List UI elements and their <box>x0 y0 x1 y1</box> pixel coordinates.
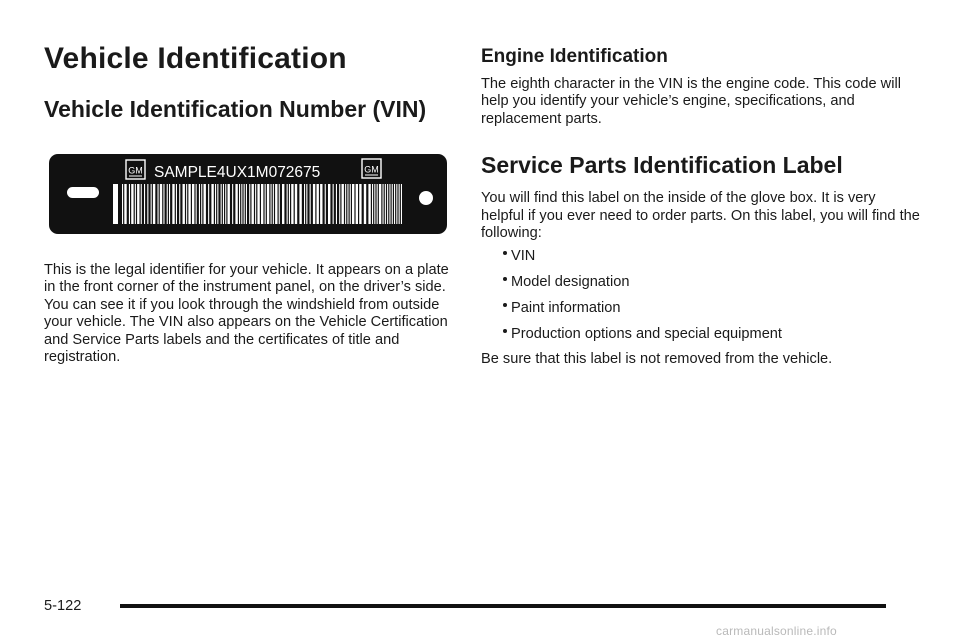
page-number: 5-122 <box>44 598 82 614</box>
vin-plate-slot <box>67 187 99 198</box>
barcode-bar <box>345 184 346 224</box>
barcode-bar <box>163 184 164 224</box>
barcode-bar <box>255 184 256 224</box>
closing-note: Be sure that this label is not removed from the vehicle. <box>481 351 833 368</box>
barcode-bar <box>273 184 274 224</box>
barcode-bar <box>225 184 226 224</box>
barcode-bar <box>137 184 139 224</box>
barcode-bar <box>124 184 126 224</box>
vin-plate-illustration <box>49 154 447 234</box>
right-column <box>481 44 921 369</box>
barcode-bar <box>147 184 148 224</box>
barcode-bar <box>374 184 375 224</box>
barcode-bar <box>186 184 187 224</box>
list-item-text: Production options and special equipment <box>511 326 782 343</box>
barcode-bar <box>223 184 224 224</box>
spil-bullet-list <box>481 248 921 343</box>
barcode-bar <box>172 184 174 224</box>
list-item <box>481 274 921 291</box>
barcode-bar <box>167 184 168 224</box>
barcode-bar <box>221 184 222 224</box>
barcode-bar <box>239 184 240 224</box>
watermark: carmanualsonline.info <box>716 624 837 638</box>
barcode-bar <box>306 184 307 224</box>
barcode-bar <box>399 184 400 224</box>
barcode-bar <box>151 184 152 224</box>
engine-description: The eighth character in the VIN is the engine code. This code will help you identify your vehicle’s engine, specifications, and replacement parts. <box>481 76 901 127</box>
barcode-bar <box>228 184 230 224</box>
barcode-bar <box>215 184 216 224</box>
barcode-bar <box>356 184 358 224</box>
barcode-bar <box>396 184 397 224</box>
barcode-bar <box>244 184 245 224</box>
barcode-bar <box>113 184 118 224</box>
bullet-icon <box>503 329 507 333</box>
barcode-bar <box>265 184 266 224</box>
barcode-bar <box>364 184 366 224</box>
barcode-bar <box>342 184 344 224</box>
barcode-bar <box>208 184 209 224</box>
barcode-bar <box>153 184 155 224</box>
barcode-bar <box>383 184 384 224</box>
list-item <box>481 326 921 343</box>
barcode-bar <box>287 184 288 224</box>
vin-number: SAMPLE4UX1M072675 <box>154 164 321 181</box>
barcode-bar <box>379 184 381 224</box>
barcode-bar <box>129 184 130 224</box>
barcode-bar <box>141 184 142 224</box>
barcode-bar <box>401 184 402 224</box>
gm-logo-left-text: GM <box>128 165 143 176</box>
barcode-bar <box>235 184 237 224</box>
barcode-bar <box>385 184 386 224</box>
barcode-bar <box>144 184 145 224</box>
spil-section-title: Service Parts Identification Label <box>481 152 843 179</box>
barcode-bar <box>317 184 319 224</box>
barcode-bar <box>372 184 373 224</box>
footer-rule <box>120 604 886 608</box>
barcode-bar <box>160 184 162 224</box>
barcode-bar <box>313 184 315 224</box>
barcode-bar <box>169 184 170 224</box>
barcode-bar <box>199 184 200 224</box>
barcode-bar <box>131 184 133 224</box>
barcode-bar <box>275 184 277 224</box>
gm-logo-right-text: GM <box>364 164 379 175</box>
barcode-bar <box>377 184 378 224</box>
barcode-bar <box>267 184 269 224</box>
barcode-bar <box>201 184 202 224</box>
barcode-bar <box>328 184 330 224</box>
barcode-bar <box>158 184 159 224</box>
list-item-text: Model designation <box>511 274 630 291</box>
barcode-bar <box>252 184 254 224</box>
barcode-bar <box>359 184 361 224</box>
vin-description: This is the legal identifier for your vehicle. It appears on a plate in the front corner of the instrument panel, on the driver’s side. You can see it if you look through the windshield from outside your vehicle. The VIN also appears on the Vehicle Certification and Service Parts labels and the certificates of title and registration. <box>44 262 449 366</box>
list-item <box>481 300 921 317</box>
barcode-bar <box>394 184 395 224</box>
barcode-bar <box>304 184 305 224</box>
barcode-bar <box>271 184 272 224</box>
barcode-bar <box>257 184 259 224</box>
barcode-bar <box>246 184 247 224</box>
barcode-bar <box>352 184 354 224</box>
engine-section-title: Engine Identification <box>481 46 668 67</box>
barcode-bar <box>241 184 242 224</box>
barcode-bar <box>325 184 326 224</box>
barcode-bar <box>183 184 185 224</box>
barcode-bar <box>289 184 290 224</box>
barcode-bar <box>310 184 311 224</box>
barcode-bar <box>282 184 284 224</box>
bullet-icon <box>503 251 507 255</box>
barcode-bar <box>217 184 218 224</box>
barcode-bar <box>188 184 190 224</box>
barcode-bar <box>339 184 340 224</box>
barcode-bar <box>320 184 322 224</box>
barcode-bar <box>232 184 233 224</box>
bullet-icon <box>503 277 507 281</box>
bullet-icon <box>503 303 507 307</box>
spil-description: You will find this label on the inside of the glove box. It is very helpful if you ever need to order parts. On this label, you will find the following: <box>481 190 920 242</box>
barcode-bar <box>347 184 348 224</box>
barcode-bar <box>368 184 370 224</box>
list-item-text: VIN <box>511 248 536 265</box>
barcode-bar <box>299 184 301 224</box>
vin-section-title: Vehicle Identification Number (VIN) <box>44 96 427 122</box>
barcode-bar <box>211 184 213 224</box>
barcode-bar <box>204 184 206 224</box>
left-column <box>44 40 449 366</box>
barcode-bar <box>249 184 250 224</box>
barcode-bar <box>196 184 197 224</box>
barcode-bar <box>176 184 177 224</box>
list-item-text: Paint information <box>511 300 621 317</box>
barcode-bar <box>122 184 123 224</box>
barcode-bar <box>135 184 136 224</box>
page-title: Vehicle Identification <box>44 42 347 75</box>
list-item <box>481 248 921 265</box>
barcode-bar <box>295 184 297 224</box>
barcode-bar <box>279 184 280 224</box>
barcode-bar <box>389 184 390 224</box>
barcode-bar <box>333 184 334 224</box>
barcode-bar <box>350 184 351 224</box>
barcode-bar <box>192 184 194 224</box>
vin-barcode <box>122 184 402 224</box>
barcode-bar <box>179 184 180 224</box>
barcode-bar <box>261 184 263 224</box>
barcode-bar <box>392 184 393 224</box>
vin-plate-rivet <box>419 191 433 205</box>
barcode-bar <box>387 184 388 224</box>
barcode-bar <box>336 184 337 224</box>
barcode-bar <box>291 184 293 224</box>
